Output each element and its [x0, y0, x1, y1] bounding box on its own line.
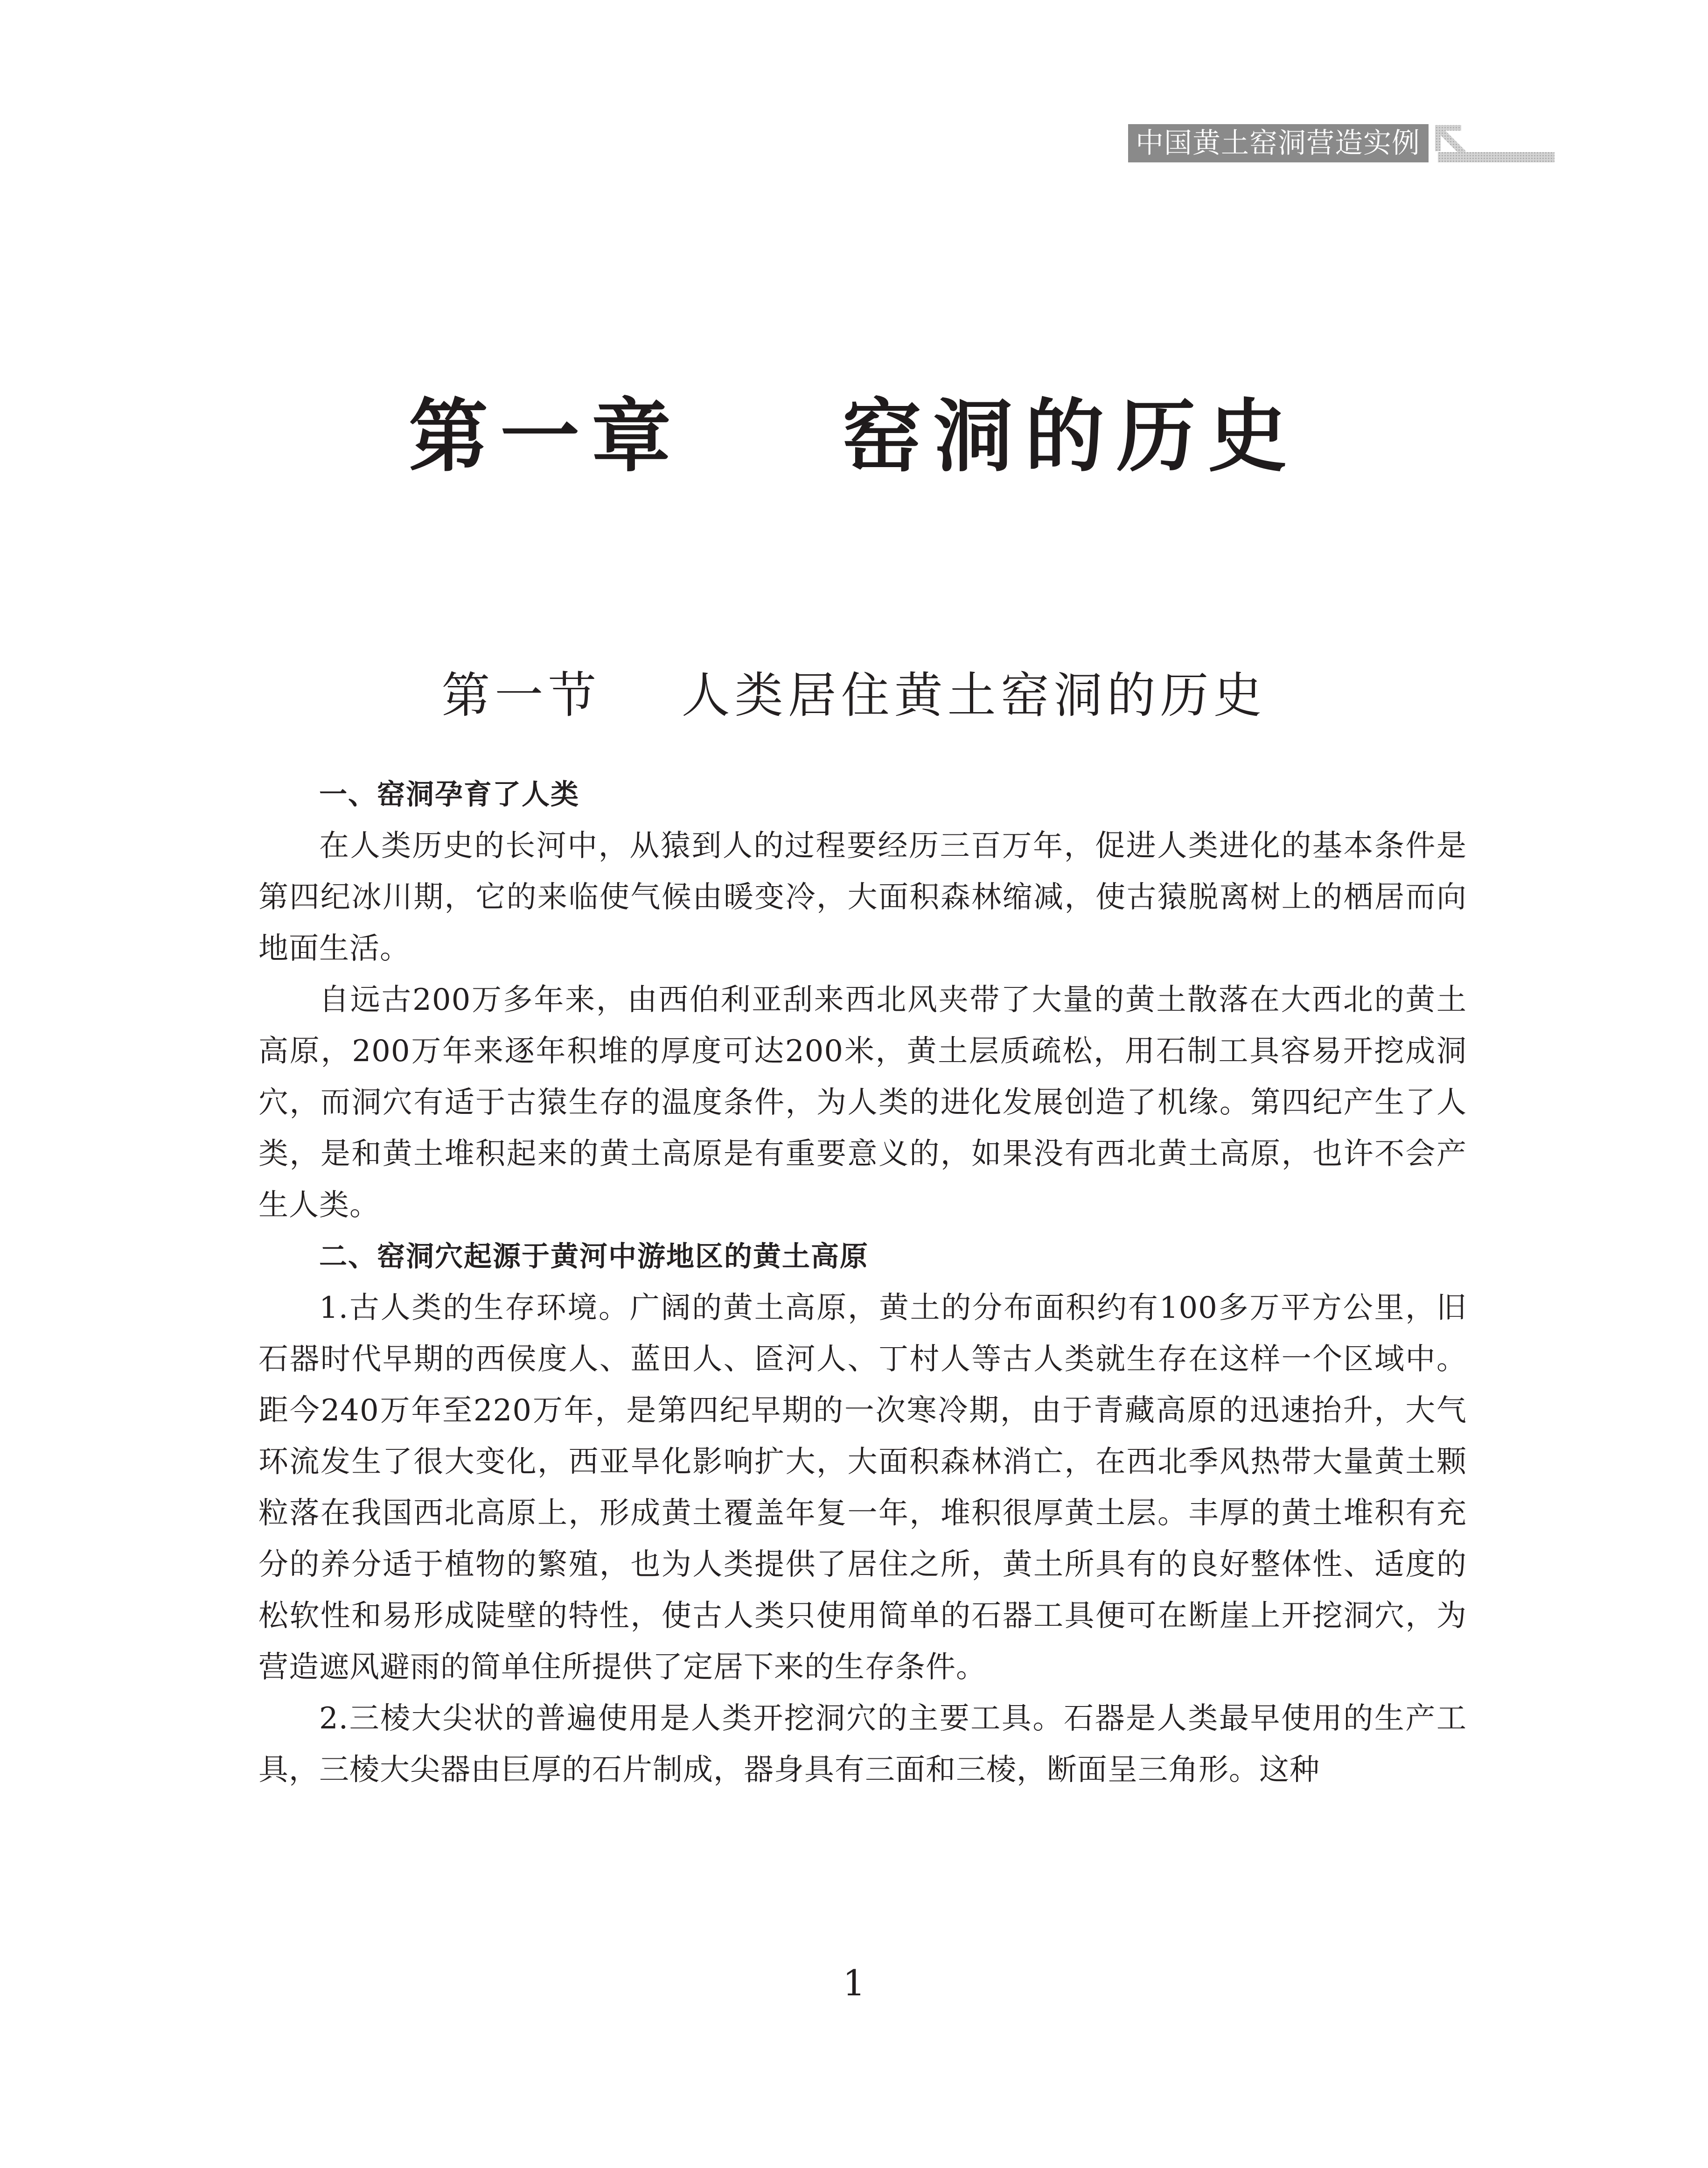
header-arrow-mark-icon — [1433, 124, 1555, 162]
subheading: 二、窑洞穴起源于黄河中游地区的黄土高原 — [319, 1240, 869, 1273]
paragraph: 在人类历史的长河中，从猿到人的过程要经历三百万年，促进人类进化的基本条件是第四纪冰川期，它的来临使气候由暖变冷，大面积森林缩减，使古猿脱离树上的栖居而向地面生活。 — [258, 829, 1467, 966]
book-title: 中国黄土窑洞营造实例 — [1128, 124, 1429, 162]
chapter-title: 第一章 窑洞的历史 — [409, 390, 1299, 483]
paragraph: 2.三棱大尖状的普遍使用是人类开挖洞穴的主要工具。石器是人类最早使用的生产工具，三棱大尖器由巨厚的石片制成，器身具有三面和三棱，断面呈三角形。这种 — [258, 1701, 1467, 1787]
page-number: 1 — [843, 1962, 865, 2004]
body-text — [258, 769, 1467, 1796]
section-title: 第一节 人类居住黄土窑洞的历史 — [441, 667, 1267, 724]
paragraph: 自远古200万多年来，由西伯利亚刮来西北风夹带了大量的黄土散落在大西北的黄土高原，200万年来逐年积堆的厚度可达200米，黄土层质疏松，用石制工具容易开挖成洞穴，而洞穴有适于古猿生存的温度条件，为人类的进化发展创造了机缘。第四纪产生了人类，是和黄土堆积起来的黄土高原是有重要意义的，如果没有西北黄土高原，也许不会产生人类。 — [258, 983, 1467, 1223]
paragraph: 1.古人类的生存环境。广阔的黄土高原，黄土的分布面积约有100多万平方公里，旧石器时代早期的西侯度人、蓝田人、匼河人、丁村人等古人类就生存在这样一个区域中。距今240万年至220万年，是第四纪早期的一次寒冷期，由于青藏高原的迅速抬升，大气环流发生了很大变化，西亚旱化影响扩大，大面积森林消亡，在西北季风热带大量黄土颗粒落在我国西北高原上，形成黄土覆盖年复一年，堆积很厚黄土层。丰厚的黄土堆积有充分的养分适于植物的繁殖，也为人类提供了居住之所，黄土所具有的良好整体性、适度的松软性和易形成陡壁的特性，使古人类只使用简单的石器工具便可在断崖上开挖洞穴，为营造遮风避雨的简单住所提供了定居下来的生存条件。 — [258, 1291, 1467, 1685]
subheading: 一、窑洞孕育了人类 — [319, 778, 579, 811]
running-header — [1128, 124, 1555, 162]
